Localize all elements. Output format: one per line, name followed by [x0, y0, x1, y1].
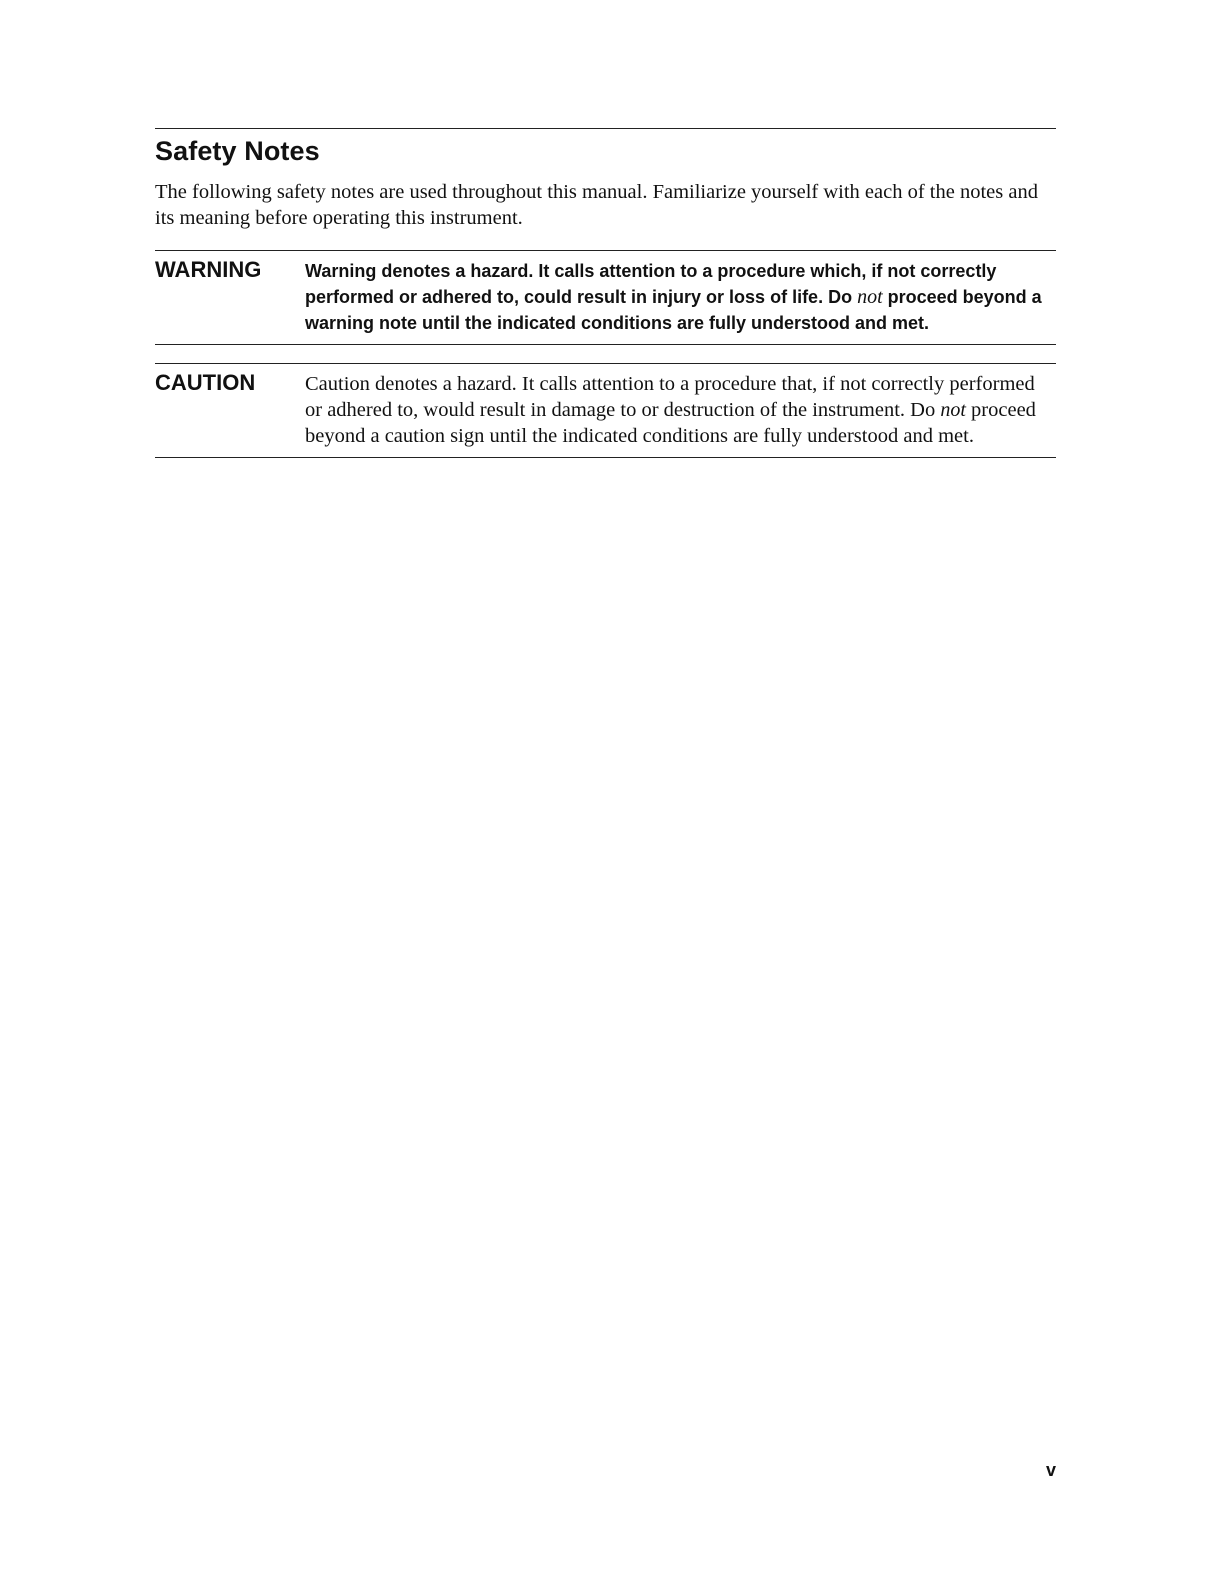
caution-text-before: Caution denotes a hazard. It calls attention to a procedure that, if not correctly performed or adhered to, would result in damage to or destruction of the instrument. Do — [305, 373, 1035, 421]
top-rule — [155, 128, 1056, 129]
caution-note — [155, 364, 1056, 457]
caution-text-after: proceed beyond a caution sign until the indicated conditions are fully understood and met. — [305, 399, 1036, 447]
section-title: Safety Notes — [155, 136, 320, 166]
warning-text-after: proceed beyond a warning note until the indicated conditions are fully understood and met. — [305, 287, 1042, 333]
caution-label: CAUTION — [155, 370, 256, 395]
caution-bottom-rule — [155, 457, 1056, 458]
warning-note — [155, 251, 1056, 344]
warning-text-before: Warning denotes a hazard. It calls attention to a procedure which, if not correctly performed or adhered to, could result in injury or loss of life. Do — [305, 261, 997, 307]
caution-text — [305, 364, 1045, 457]
page-content — [155, 128, 1056, 458]
caution-emphasis: not — [940, 399, 966, 421]
warning-emphasis: not — [857, 286, 883, 308]
page-number: v — [1045, 1460, 1056, 1480]
intro-paragraph: The following safety notes are used throughout this manual. Familiarize yourself with each of the notes and its meaning before operating this instrument. — [155, 181, 1038, 229]
warning-text — [305, 251, 1045, 344]
warning-label: WARNING — [155, 257, 262, 282]
